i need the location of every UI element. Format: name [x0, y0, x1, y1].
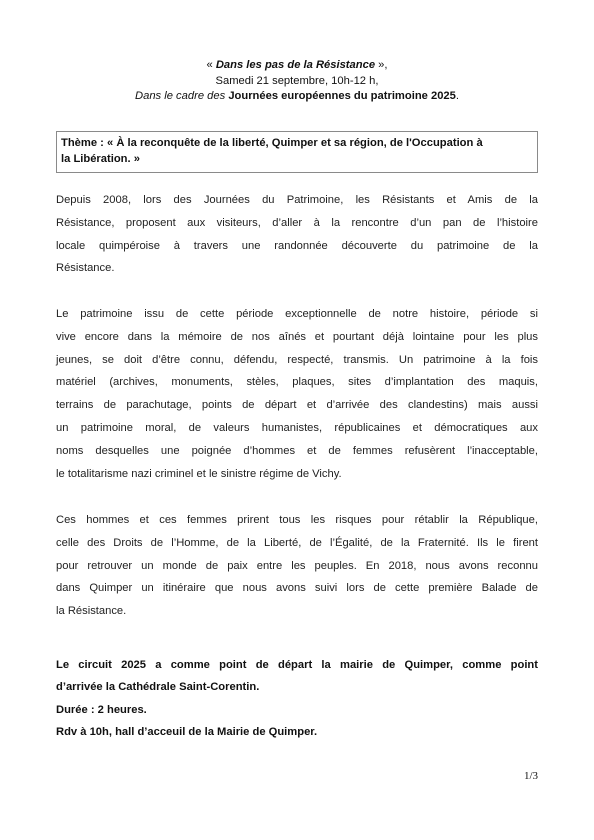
paragraph-resistants — [56, 509, 538, 623]
text-line: Le patrimoine issu de cette période exceptionnelle de notre histoire, période si — [56, 308, 538, 320]
text-line: la Résistance. — [56, 605, 127, 618]
theme-line: la Libération. » — [61, 153, 140, 165]
paragraph-heritage — [56, 303, 538, 485]
event-context: Dans le cadre des Journées européennes du patrimoine 2025. — [135, 90, 459, 102]
event-title: « Dans les pas de la Résistance », — [206, 59, 388, 71]
text-line: jeunes, se doit d’être connu, défendu, respecté, transmis. Un patrimoine à la fois — [56, 353, 538, 366]
text-line: noms desquelles une poignée d’hommes et de femmes refusèrent l’inacceptable, — [56, 444, 538, 457]
text-line: un patrimoine moral, de valeurs humanistes, républicaines et démocratiques aux — [56, 421, 538, 434]
circuit-route-end: d’arrivée la Cathédrale Saint-Corentin. — [56, 681, 260, 694]
circuit-route: Le circuit 2025 a comme point de départ la mairie de Quimper, comme point — [56, 659, 538, 671]
text-line: matériel (archives, monuments, stèles, plaques, sites d’implantation des maquis, — [56, 376, 538, 389]
text-line: Résistance. — [56, 262, 115, 275]
circuit-duration: Durée : 2 heures. — [56, 703, 147, 716]
theme-box — [56, 131, 538, 173]
event-date: Samedi 21 septembre, 10h-12 h, — [215, 74, 379, 87]
text-line: le totalitarisme nazi criminel et le sinistre régime de Vichy. — [56, 467, 342, 480]
text-line: Ces hommes et ces femmes prirent tous les risques pour rétablir la République, — [56, 514, 538, 526]
text-line: pour retrouver un monde de paix entre les peuples. En 2018, nous avons reconnu — [56, 559, 538, 572]
text-line: dans Quimper un itinéraire que nous avons suivi lors de cette première Balade de — [56, 582, 538, 595]
text-line: terrains de parachutage, points de départ et d’arrivée des clandestins) mais aussi — [56, 399, 538, 412]
page-number: 1/3 — [523, 770, 538, 782]
theme-line: Thème : « À la reconquête de la liberté, Quimper et sa région, de l'Occupation à — [61, 137, 483, 149]
text-line: Résistance, proposent aux visiteurs, d’aller à la rencontre d’un pan de l’histoire — [56, 216, 538, 229]
event-context-highlight: Journées européennes du patrimoine 2025 — [228, 90, 456, 102]
event-header — [56, 58, 538, 105]
circuit-info — [56, 654, 538, 744]
text-line: locale quimpéroise à travers une randonnée découverte du patrimoine de la — [56, 239, 538, 252]
circuit-meeting-point: Rdv à 10h, hall d’acceuil de la Mairie de Quimper. — [56, 726, 318, 739]
text-line: vive encore dans la mémoire de nos aînés et pourtant déjà lointaine pour les plus — [56, 330, 538, 343]
text-line: Depuis 2008, lors des Journées du Patrimoine, les Résistants et Amis de la — [56, 194, 538, 206]
paragraph-history — [56, 189, 538, 280]
event-title-text: Dans les pas de la Résistance — [215, 59, 376, 71]
text-line: celle des Droits de l’Homme, de la Liberté, de l’Égalité, de la Fraternité. Ils le firent — [56, 536, 538, 549]
